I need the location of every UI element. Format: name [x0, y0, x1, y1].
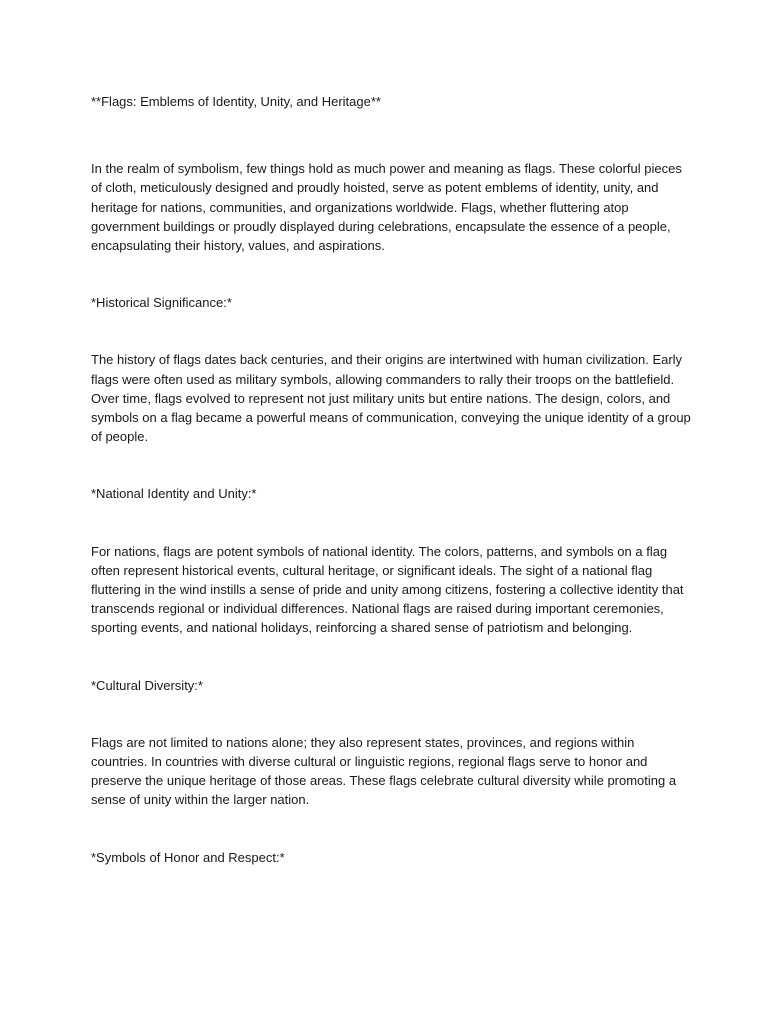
section-body-historical-significance: The history of flags dates back centuries, and their origins are intertwined with human civilization. Early flags were often used as military symbols, allowing commanders to rally their troops on the battlefield. Over time, flags evolved to represent not just military units but entire nations. The design, colors, and symbols on a flag became a powerful means of communication, conveying the unique identity of a group of people. — [91, 352, 691, 445]
section-heading-historical-significance: *Historical Significance:* — [91, 295, 232, 311]
document-body — [91, 92, 691, 905]
section-body-national-identity: For nations, flags are potent symbols of national identity. The colors, patterns, and symbols on a flag often represent historical events, cultural heritage, or significant ideals. The sight of a national flag fluttering in the wind instills a sense of pride and unity among citizens, fostering a collective identity that transcends regional or individual differences. National flags are raised during important ceremonies, sporting events, and national holidays, reinforcing a shared sense of patriotism and belonging. — [91, 543, 684, 636]
section-body-cultural-diversity: Flags are not limited to nations alone; they also represent states, provinces, and regions within countries. In countries with diverse cultural or linguistic regions, regional flags serve to honor and preserve the unique heritage of those areas. These flags celebrate cultural diversity while promoting a sense of unity within the larger nation. — [91, 734, 677, 808]
section-heading-national-identity: *National Identity and Unity:* — [91, 486, 257, 502]
intro-paragraph: In the realm of symbolism, few things hold as much power and meaning as flags. These colorful pieces of cloth, meticulously designed and proudly hoisted, serve as potent emblems of identity, unity, and heritage for nations, communities, and organizations worldwide. Flags, whether fluttering atop government buildings or proudly displayed during celebrations, encapsulate the essence of a people, encapsulating their history, values, and aspirations. — [91, 161, 682, 254]
section-heading-symbols-of-honor: *Symbols of Honor and Respect:* — [91, 849, 285, 865]
section-heading-cultural-diversity: *Cultural Diversity:* — [91, 677, 203, 693]
document-title: **Flags: Emblems of Identity, Unity, and Heritage** — [91, 94, 381, 109]
